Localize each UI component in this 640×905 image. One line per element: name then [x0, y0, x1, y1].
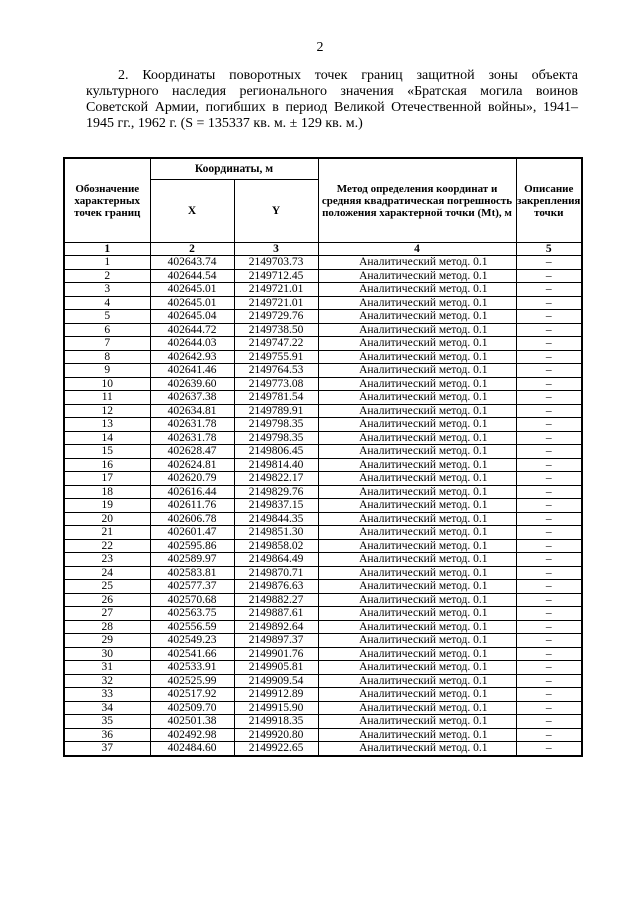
- header-point-designation: Обозначение характерных точек границ: [64, 158, 150, 243]
- point-number-cell: 28: [64, 620, 150, 634]
- point-number-cell: 37: [64, 742, 150, 756]
- table-row: [64, 472, 582, 486]
- section-heading: 2. Координаты поворотных точек границ защитной зоны объекта культурного наследия регионального значения «Братская могила воинов Советской Армии, погибших в период Великой Отечественной войны», 1941–1945 гг., 1962 г. (S = 135337 кв. м. ± 129 кв. м.): [86, 68, 578, 131]
- fixing-cell: –: [516, 404, 582, 418]
- header-coordinates: Координаты, м: [150, 158, 318, 180]
- x-coordinate-cell: 402616.44: [150, 485, 234, 499]
- y-coordinate-cell: 2149773.08: [234, 377, 318, 391]
- x-coordinate-cell: 402589.97: [150, 553, 234, 567]
- point-number-cell: 20: [64, 512, 150, 526]
- x-coordinate-cell: 402631.78: [150, 431, 234, 445]
- fixing-cell: –: [516, 620, 582, 634]
- point-number-cell: 14: [64, 431, 150, 445]
- fixing-cell: –: [516, 512, 582, 526]
- x-coordinate-cell: 402644.03: [150, 337, 234, 351]
- x-coordinate-cell: 402541.66: [150, 647, 234, 661]
- x-coordinate-cell: 402606.78: [150, 512, 234, 526]
- fixing-cell: –: [516, 580, 582, 594]
- table-row: [64, 539, 582, 553]
- x-coordinate-cell: 402631.78: [150, 418, 234, 432]
- method-cell: Аналитический метод. 0.1: [318, 485, 516, 499]
- x-coordinate-cell: 402570.68: [150, 593, 234, 607]
- table-row: [64, 364, 582, 378]
- table-row: [64, 512, 582, 526]
- point-number-cell: 35: [64, 715, 150, 729]
- fixing-cell: –: [516, 310, 582, 324]
- point-number-cell: 16: [64, 458, 150, 472]
- y-coordinate-cell: 2149764.53: [234, 364, 318, 378]
- fixing-cell: –: [516, 539, 582, 553]
- fixing-cell: –: [516, 364, 582, 378]
- method-cell: Аналитический метод. 0.1: [318, 323, 516, 337]
- x-coordinate-cell: 402642.93: [150, 350, 234, 364]
- x-coordinate-cell: 402563.75: [150, 607, 234, 621]
- fixing-cell: –: [516, 391, 582, 405]
- y-coordinate-cell: 2149806.45: [234, 445, 318, 459]
- x-coordinate-cell: 402601.47: [150, 526, 234, 540]
- fixing-cell: –: [516, 701, 582, 715]
- x-coordinate-cell: 402637.38: [150, 391, 234, 405]
- x-coordinate-cell: 402645.01: [150, 283, 234, 297]
- y-coordinate-cell: 2149892.64: [234, 620, 318, 634]
- x-coordinate-cell: 402644.72: [150, 323, 234, 337]
- y-coordinate-cell: 2149915.90: [234, 701, 318, 715]
- fixing-cell: –: [516, 553, 582, 567]
- method-cell: Аналитический метод. 0.1: [318, 593, 516, 607]
- method-cell: Аналитический метод. 0.1: [318, 607, 516, 621]
- y-coordinate-cell: 2149905.81: [234, 661, 318, 675]
- method-cell: Аналитический метод. 0.1: [318, 512, 516, 526]
- method-cell: Аналитический метод. 0.1: [318, 350, 516, 364]
- point-number-cell: 11: [64, 391, 150, 405]
- y-coordinate-cell: 2149822.17: [234, 472, 318, 486]
- method-cell: Аналитический метод. 0.1: [318, 715, 516, 729]
- y-coordinate-cell: 2149798.35: [234, 431, 318, 445]
- fixing-cell: –: [516, 458, 582, 472]
- point-number-cell: 18: [64, 485, 150, 499]
- y-coordinate-cell: 2149851.30: [234, 526, 318, 540]
- table-row: [64, 647, 582, 661]
- method-cell: Аналитический метод. 0.1: [318, 256, 516, 270]
- table-row: [64, 715, 582, 729]
- point-number-cell: 7: [64, 337, 150, 351]
- point-number-cell: 30: [64, 647, 150, 661]
- fixing-cell: –: [516, 728, 582, 742]
- x-coordinate-cell: 402641.46: [150, 364, 234, 378]
- x-coordinate-cell: 402525.99: [150, 674, 234, 688]
- method-cell: Аналитический метод. 0.1: [318, 647, 516, 661]
- x-coordinate-cell: 402639.60: [150, 377, 234, 391]
- point-number-cell: 21: [64, 526, 150, 540]
- table-row: [64, 256, 582, 270]
- method-cell: Аналитический метод. 0.1: [318, 553, 516, 567]
- table-row: [64, 620, 582, 634]
- table-row: [64, 404, 582, 418]
- table-row: [64, 634, 582, 648]
- y-coordinate-cell: 2149729.76: [234, 310, 318, 324]
- x-coordinate-cell: 402624.81: [150, 458, 234, 472]
- table-row: [64, 674, 582, 688]
- table-row: [64, 607, 582, 621]
- table-row: [64, 431, 582, 445]
- column-number: 5: [516, 243, 582, 256]
- fixing-cell: –: [516, 418, 582, 432]
- table-row: [64, 553, 582, 567]
- method-cell: Аналитический метод. 0.1: [318, 418, 516, 432]
- method-cell: Аналитический метод. 0.1: [318, 728, 516, 742]
- point-number-cell: 23: [64, 553, 150, 567]
- x-coordinate-cell: 402556.59: [150, 620, 234, 634]
- fixing-cell: –: [516, 377, 582, 391]
- y-coordinate-cell: 2149703.73: [234, 256, 318, 270]
- table-row: [64, 445, 582, 459]
- method-cell: Аналитический метод. 0.1: [318, 337, 516, 351]
- table-row: [64, 661, 582, 675]
- y-coordinate-cell: 2149712.45: [234, 269, 318, 283]
- table-row: [64, 350, 582, 364]
- method-cell: Аналитический метод. 0.1: [318, 445, 516, 459]
- fixing-cell: –: [516, 350, 582, 364]
- point-number-cell: 19: [64, 499, 150, 513]
- method-cell: Аналитический метод. 0.1: [318, 674, 516, 688]
- y-coordinate-cell: 2149887.61: [234, 607, 318, 621]
- column-number: 3: [234, 243, 318, 256]
- table-row: [64, 499, 582, 513]
- method-cell: Аналитический метод. 0.1: [318, 269, 516, 283]
- y-coordinate-cell: 2149870.71: [234, 566, 318, 580]
- x-coordinate-cell: 402501.38: [150, 715, 234, 729]
- method-cell: Аналитический метод. 0.1: [318, 539, 516, 553]
- method-cell: Аналитический метод. 0.1: [318, 296, 516, 310]
- method-cell: Аналитический метод. 0.1: [318, 566, 516, 580]
- x-coordinate-cell: 402492.98: [150, 728, 234, 742]
- header-fixing: Описание закрепления точки: [516, 158, 582, 243]
- x-coordinate-cell: 402645.04: [150, 310, 234, 324]
- fixing-cell: –: [516, 256, 582, 270]
- point-number-cell: 25: [64, 580, 150, 594]
- header-x: X: [150, 180, 234, 243]
- y-coordinate-cell: 2149901.76: [234, 647, 318, 661]
- point-number-cell: 31: [64, 661, 150, 675]
- fixing-cell: –: [516, 283, 582, 297]
- y-coordinate-cell: 2149837.15: [234, 499, 318, 513]
- y-coordinate-cell: 2149829.76: [234, 485, 318, 499]
- point-number-cell: 5: [64, 310, 150, 324]
- table-row: [64, 728, 582, 742]
- point-number-cell: 17: [64, 472, 150, 486]
- x-coordinate-cell: 402484.60: [150, 742, 234, 756]
- table-row: [64, 458, 582, 472]
- point-number-cell: 32: [64, 674, 150, 688]
- y-coordinate-cell: 2149864.49: [234, 553, 318, 567]
- fixing-cell: –: [516, 688, 582, 702]
- point-number-cell: 10: [64, 377, 150, 391]
- x-coordinate-cell: 402509.70: [150, 701, 234, 715]
- x-coordinate-cell: 402634.81: [150, 404, 234, 418]
- page-number: 2: [316, 40, 324, 55]
- point-number-cell: 27: [64, 607, 150, 621]
- table-row: [64, 593, 582, 607]
- point-number-cell: 33: [64, 688, 150, 702]
- y-coordinate-cell: 2149920.80: [234, 728, 318, 742]
- point-number-cell: 4: [64, 296, 150, 310]
- method-cell: Аналитический метод. 0.1: [318, 283, 516, 297]
- point-number-cell: 26: [64, 593, 150, 607]
- y-coordinate-cell: 2149755.91: [234, 350, 318, 364]
- x-coordinate-cell: 402595.86: [150, 539, 234, 553]
- y-coordinate-cell: 2149814.40: [234, 458, 318, 472]
- header-method: Метод определения координат и средняя квадратическая погрешность положения характерной точки (Mt), м: [318, 158, 516, 243]
- y-coordinate-cell: 2149858.02: [234, 539, 318, 553]
- point-number-cell: 8: [64, 350, 150, 364]
- table-row: [64, 310, 582, 324]
- table-row: [64, 323, 582, 337]
- point-number-cell: 6: [64, 323, 150, 337]
- method-cell: Аналитический метод. 0.1: [318, 526, 516, 540]
- fixing-cell: –: [516, 269, 582, 283]
- fixing-cell: –: [516, 634, 582, 648]
- method-cell: Аналитический метод. 0.1: [318, 701, 516, 715]
- method-cell: Аналитический метод. 0.1: [318, 634, 516, 648]
- method-cell: Аналитический метод. 0.1: [318, 391, 516, 405]
- x-coordinate-cell: 402643.74: [150, 256, 234, 270]
- fixing-cell: –: [516, 607, 582, 621]
- method-cell: Аналитический метод. 0.1: [318, 742, 516, 756]
- table-row: [64, 580, 582, 594]
- table-row: [64, 296, 582, 310]
- fixing-cell: –: [516, 647, 582, 661]
- method-cell: Аналитический метод. 0.1: [318, 404, 516, 418]
- table-row: [64, 377, 582, 391]
- x-coordinate-cell: 402644.54: [150, 269, 234, 283]
- x-coordinate-cell: 402620.79: [150, 472, 234, 486]
- y-coordinate-cell: 2149918.35: [234, 715, 318, 729]
- y-coordinate-cell: 2149909.54: [234, 674, 318, 688]
- y-coordinate-cell: 2149738.50: [234, 323, 318, 337]
- x-coordinate-cell: 402645.01: [150, 296, 234, 310]
- y-coordinate-cell: 2149781.54: [234, 391, 318, 405]
- x-coordinate-cell: 402583.81: [150, 566, 234, 580]
- table-row: [64, 391, 582, 405]
- point-number-cell: 24: [64, 566, 150, 580]
- fixing-cell: –: [516, 526, 582, 540]
- point-number-cell: 15: [64, 445, 150, 459]
- y-coordinate-cell: 2149922.65: [234, 742, 318, 756]
- fixing-cell: –: [516, 674, 582, 688]
- method-cell: Аналитический метод. 0.1: [318, 661, 516, 675]
- method-cell: Аналитический метод. 0.1: [318, 364, 516, 378]
- y-coordinate-cell: 2149789.91: [234, 404, 318, 418]
- method-cell: Аналитический метод. 0.1: [318, 472, 516, 486]
- table-row: [64, 269, 582, 283]
- x-coordinate-cell: 402611.76: [150, 499, 234, 513]
- table-row: [64, 701, 582, 715]
- fixing-cell: –: [516, 742, 582, 756]
- point-number-cell: 36: [64, 728, 150, 742]
- fixing-cell: –: [516, 661, 582, 675]
- y-coordinate-cell: 2149882.27: [234, 593, 318, 607]
- x-coordinate-cell: 402628.47: [150, 445, 234, 459]
- point-number-cell: 34: [64, 701, 150, 715]
- point-number-cell: 29: [64, 634, 150, 648]
- table-row: [64, 526, 582, 540]
- fixing-cell: –: [516, 296, 582, 310]
- method-cell: Аналитический метод. 0.1: [318, 620, 516, 634]
- point-number-cell: 9: [64, 364, 150, 378]
- y-coordinate-cell: 2149721.01: [234, 296, 318, 310]
- fixing-cell: –: [516, 715, 582, 729]
- table-body: [64, 256, 582, 756]
- column-number: 2: [150, 243, 234, 256]
- point-number-cell: 2: [64, 269, 150, 283]
- table-row: [64, 688, 582, 702]
- fixing-cell: –: [516, 566, 582, 580]
- fixing-cell: –: [516, 499, 582, 513]
- fixing-cell: –: [516, 472, 582, 486]
- table-row: [64, 566, 582, 580]
- table-row: [64, 337, 582, 351]
- column-number: 4: [318, 243, 516, 256]
- y-coordinate-cell: 2149897.37: [234, 634, 318, 648]
- fixing-cell: –: [516, 323, 582, 337]
- y-coordinate-cell: 2149912.89: [234, 688, 318, 702]
- x-coordinate-cell: 402533.91: [150, 661, 234, 675]
- x-coordinate-cell: 402549.23: [150, 634, 234, 648]
- method-cell: Аналитический метод. 0.1: [318, 688, 516, 702]
- method-cell: Аналитический метод. 0.1: [318, 377, 516, 391]
- point-number-cell: 3: [64, 283, 150, 297]
- table-row: [64, 485, 582, 499]
- method-cell: Аналитический метод. 0.1: [318, 499, 516, 513]
- table-row: [64, 418, 582, 432]
- fixing-cell: –: [516, 431, 582, 445]
- method-cell: Аналитический метод. 0.1: [318, 580, 516, 594]
- y-coordinate-cell: 2149747.22: [234, 337, 318, 351]
- point-number-cell: 12: [64, 404, 150, 418]
- method-cell: Аналитический метод. 0.1: [318, 431, 516, 445]
- column-number: 1: [64, 243, 150, 256]
- coordinates-table: [63, 157, 583, 757]
- point-number-cell: 1: [64, 256, 150, 270]
- fixing-cell: –: [516, 337, 582, 351]
- y-coordinate-cell: 2149844.35: [234, 512, 318, 526]
- y-coordinate-cell: 2149721.01: [234, 283, 318, 297]
- point-number-cell: 22: [64, 539, 150, 553]
- header-y: Y: [234, 180, 318, 243]
- x-coordinate-cell: 402577.37: [150, 580, 234, 594]
- table-row: [64, 742, 582, 756]
- fixing-cell: –: [516, 485, 582, 499]
- x-coordinate-cell: 402517.92: [150, 688, 234, 702]
- method-cell: Аналитический метод. 0.1: [318, 310, 516, 324]
- y-coordinate-cell: 2149876.63: [234, 580, 318, 594]
- fixing-cell: –: [516, 445, 582, 459]
- point-number-cell: 13: [64, 418, 150, 432]
- table-row: [64, 283, 582, 297]
- fixing-cell: –: [516, 593, 582, 607]
- method-cell: Аналитический метод. 0.1: [318, 458, 516, 472]
- y-coordinate-cell: 2149798.35: [234, 418, 318, 432]
